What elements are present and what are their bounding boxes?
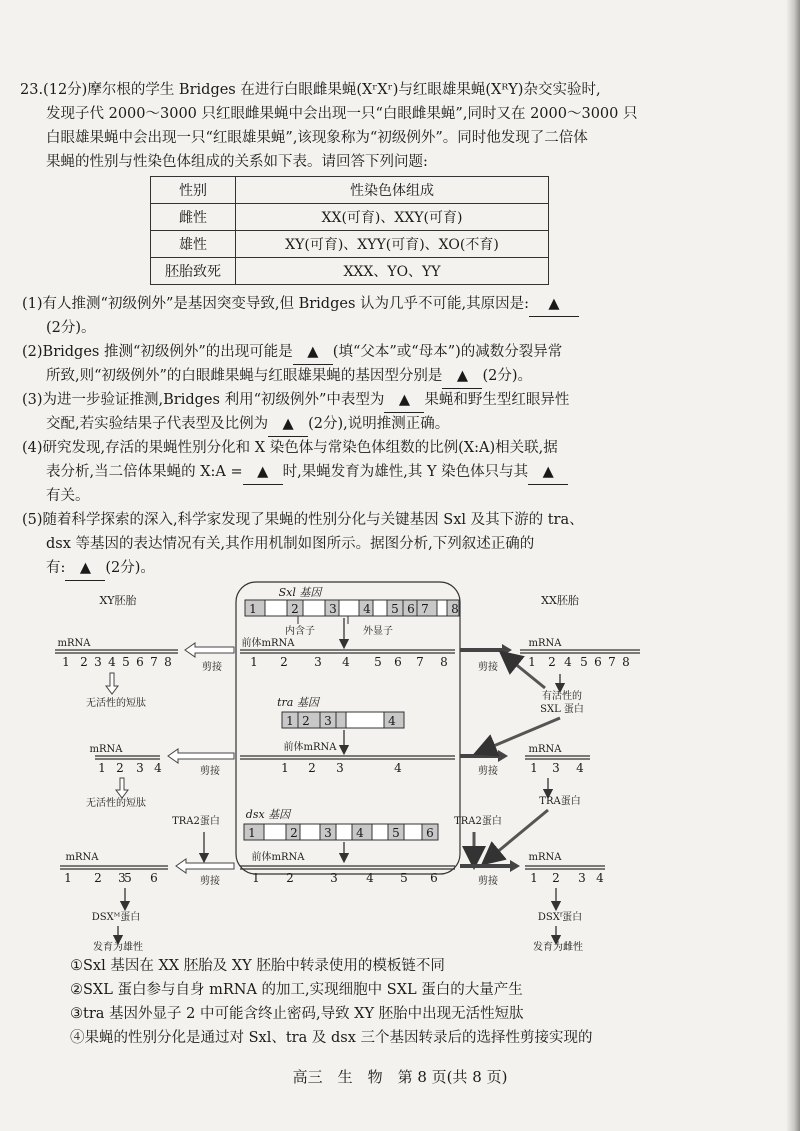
sxl-pre-mrna-number: 2 xyxy=(280,655,288,669)
sxl-pre-mrna-number: 4 xyxy=(342,655,350,669)
sxl-exon-box-label: 1 xyxy=(249,602,257,616)
xy-dsx-splice-arrow xyxy=(176,859,234,873)
xy-sxl-splice-arrow xyxy=(185,643,234,657)
tra-pre-mrna-number: 3 xyxy=(336,761,344,775)
subq-4-end: 有关。 xyxy=(46,488,90,504)
option-4: ④果蝇的性别分化是通过对 Sxl、tra 及 dsx 三个基因转录后的选择性剪接实现的 xyxy=(70,1030,593,1046)
xx-sxl-mrna-number: 5 xyxy=(580,655,588,669)
dsx-pre-mrna-number: 6 xyxy=(430,871,438,885)
xy-tra-mrna-number: 2 xyxy=(116,761,124,775)
question-line-4: 果蝇的性别与性染色体组成的关系如下表。请回答下列问题: xyxy=(46,154,428,170)
subquestion-5-cont: dsx 等基因的表达情况有关,其作用机制如图所示。据图分析,下列叙述正确的 xyxy=(46,536,535,552)
xx-tra-mrna-label: mRNA xyxy=(528,744,562,755)
subq-2-text: (2)Bridges 推测“初级例外”的出现可能是 xyxy=(22,344,293,360)
tra-exon-box xyxy=(346,712,384,728)
dsx-pre-mrna-number: 4 xyxy=(366,871,374,885)
xy-dsx-mrna-number: 1 xyxy=(64,871,72,885)
sxl-exon-box xyxy=(303,600,325,616)
dsx-exon-box-label: 4 xyxy=(356,826,364,840)
xy-sxl-mrna-number: 3 xyxy=(94,655,102,669)
subq-4-text: 时,果蝇发育为雄性,其 Y 染色体只与其 xyxy=(282,464,529,480)
subq-5-text: 有: xyxy=(46,560,66,576)
table-row xyxy=(151,231,549,258)
active-sxl-label-1: 有活性的 xyxy=(542,691,582,702)
develop-female-label: 发育为雌性 xyxy=(533,942,583,953)
xy-tra-mrna-label: mRNA xyxy=(89,744,123,755)
xx-tra-mrna-number: 1 xyxy=(530,761,538,775)
xy-sxl-mrna-number: 2 xyxy=(80,655,88,669)
xx-dsx-splice-label: 剪接 xyxy=(478,876,498,887)
xy-sxl-mrna-number: 5 xyxy=(122,655,130,669)
subquestion-2 xyxy=(22,340,562,365)
sxl-exon-box-label: 2 xyxy=(291,602,299,616)
xy-sxl-mrna-number: 4 xyxy=(108,655,116,669)
sxl-exon-box xyxy=(339,600,359,616)
dsx-exon-box xyxy=(300,824,320,840)
xx-dsx-mrna-number: 1 xyxy=(530,871,538,885)
sxl-pre-mrna-number: 7 xyxy=(416,655,424,669)
answer-blank: ▲ xyxy=(442,364,482,389)
xy-sxl-inactive-peptide: 无活性的短肽 xyxy=(86,698,146,709)
xx-sxl-mrna-number: 7 xyxy=(608,655,616,669)
tra-protein-label: TRA蛋白 xyxy=(539,796,581,807)
xx-dsx-mrna-number: 2 xyxy=(552,871,560,885)
table-cell: XXX、YO、YY xyxy=(236,258,549,285)
sxl-exon-box-label: 6 xyxy=(407,602,415,616)
subq-2-text: 所致,则“初级例外”的白眼雌果蝇与红眼雄果蝇的基因型分别是 xyxy=(46,368,443,384)
subquestion-1 xyxy=(22,292,579,317)
dsx-exon-box xyxy=(336,824,352,840)
page-footer: 高三 生 物 第 8 页(共 8 页) xyxy=(292,1068,508,1086)
dsx-pre-mrna-number: 5 xyxy=(400,871,408,885)
sxl-gene-label: Sxl 基因 xyxy=(278,586,322,599)
subquestion-3 xyxy=(22,388,569,413)
sex-determination-diagram xyxy=(0,578,800,958)
answer-blank: ▲ xyxy=(268,412,308,437)
dsx-gene-label: dsx 基因 xyxy=(245,808,291,821)
subq-5-text: (2分)。 xyxy=(105,560,155,576)
dsx-pre-mrna-number: 1 xyxy=(252,871,260,885)
xy-sxl-splice-label: 剪接 xyxy=(202,662,222,673)
xy-sxl-down-arrow xyxy=(106,673,118,694)
dsx-exon-box xyxy=(264,824,286,840)
tra-pre-mrna-number: 4 xyxy=(394,761,402,775)
subq-3-text: 交配,若实验结果子代表型及比例为 xyxy=(46,416,269,432)
answer-blank: ▲ xyxy=(65,556,105,581)
sxl-pre-mrna-number: 3 xyxy=(314,655,322,669)
table-cell: XX(可育)、XXY(可育) xyxy=(236,204,549,231)
table-header-cell: 性别 xyxy=(151,177,236,204)
subq-2-text: (填“父本”或“母本”)的减数分裂异常 xyxy=(332,344,563,360)
exon-label: 外显子 xyxy=(363,626,393,637)
xy-tra-splice-label: 剪接 xyxy=(200,766,220,777)
subquestion-4: (4)研究发现,存活的果蝇性别分化和 X 染色体与常染色体组数的比例(X:A)相关联,据 xyxy=(22,440,558,456)
sxl-exon-box-label: 3 xyxy=(329,602,337,616)
dsx-exon-box xyxy=(404,824,422,840)
xx-sxl-mrna-number: 6 xyxy=(594,655,602,669)
sxl-feedback-arrow xyxy=(508,658,545,688)
table-header-row xyxy=(151,177,549,204)
intron-label: 内含子 xyxy=(285,626,315,637)
xx-sxl-splice-label: 剪接 xyxy=(478,662,498,673)
tra-exon-box-label: 3 xyxy=(324,714,332,728)
xy-dsx-mrna-number: 5 xyxy=(124,871,132,885)
xx-sxl-mrna-number: 8 xyxy=(622,655,630,669)
xy-dsx-mrna-number: 6 xyxy=(150,871,158,885)
xy-dsx-mrna-number: 3 xyxy=(118,871,126,885)
xx-dsx-mrna-number: 4 xyxy=(596,871,604,885)
subq-1-score: (2分)。 xyxy=(46,320,96,336)
subq-1-text: (1)有人推测“初级例外”是基因突变导致,但 Bridges 认为几乎不可能,其原因是: xyxy=(22,296,529,312)
table-row xyxy=(151,258,549,285)
option-3: ③tra 基因外显子 2 中可能含终止密码,导致 XY 胚胎中出现无活性短肽 xyxy=(70,1006,524,1022)
xx-dsx-mrna-label: mRNA xyxy=(528,852,562,863)
table-header-cell: 性染色体组成 xyxy=(236,177,549,204)
xy-tra2-label: TRA2蛋白 xyxy=(172,816,220,827)
xy-tra-down-arrow xyxy=(116,778,128,798)
dsx-exon-box xyxy=(372,824,388,840)
sxl-pre-mrna-number: 6 xyxy=(394,655,402,669)
xx-tra-splice-label: 剪接 xyxy=(478,766,498,777)
xx-sxl-mrna-label: mRNA xyxy=(528,638,562,649)
tra-exon-box xyxy=(336,712,346,728)
dsx-pre-mrna-number: 3 xyxy=(330,871,338,885)
question-line-1: 23.(12分)摩尔根的学生 Bridges 在进行白眼雌果蝇(XʳXʳ)与红眼雄果蝇(XᴿY)杂交实验时, xyxy=(20,82,601,98)
dsx-exon-box-label: 1 xyxy=(248,826,256,840)
xy-sxl-mrna-number: 7 xyxy=(150,655,158,669)
xy-embryo-label: XY胚胎 xyxy=(99,594,137,607)
active-sxl-label-2: SXL 蛋白 xyxy=(540,704,584,715)
tra-exon-box-label: 1 xyxy=(286,714,294,728)
xy-sxl-mrna-number: 1 xyxy=(62,655,70,669)
subq-4-text: 表分析,当二倍体果蝇的 X:A = xyxy=(46,464,243,480)
answer-blank: ▲ xyxy=(243,460,283,485)
question-line-2: 发现子代 2000～3000 只红眼雌果蝇中会出现一只“白眼雌果蝇”,同时又在 2000～3000 只 xyxy=(46,106,638,122)
subquestion-4-cont xyxy=(46,460,568,485)
subquestion-5: (5)随着科学探索的深入,科学家发现了果蝇的性别分化与关键基因 Sxl 及其下游的 tra、 xyxy=(22,512,584,528)
sxl-exon-box xyxy=(265,600,287,616)
tra-pre-mrna-label: 前体mRNA xyxy=(283,742,337,753)
xx-sxl-mrna-number: 1 xyxy=(528,655,536,669)
sxl-exon-box-label: 8 xyxy=(451,602,459,616)
dsx-exon-box-label: 5 xyxy=(392,826,400,840)
answer-blank: ▲ xyxy=(529,292,579,317)
xy-tra-mrna-number: 4 xyxy=(154,761,162,775)
subq-2-text: (2分)。 xyxy=(482,368,532,384)
dsx-f-protein-label: DSXᶠ蛋白 xyxy=(537,912,583,923)
table-cell: XY(可育)、XYY(可育)、XO(不育) xyxy=(236,231,549,258)
tra-exon-box-label: 2 xyxy=(302,714,310,728)
subq-3-text: (2分),说明推测正确。 xyxy=(308,416,450,432)
xy-tra-inactive-peptide: 无活性的短肽 xyxy=(86,798,146,809)
develop-male-label: 发育为雄性 xyxy=(93,942,143,953)
dsx-m-protein-label: DSXᴹ蛋白 xyxy=(91,912,141,923)
xx-sxl-mrna-number: 2 xyxy=(548,655,556,669)
sxl-exon-box-label: 4 xyxy=(363,602,371,616)
xy-tra-splice-arrow xyxy=(168,749,234,763)
xy-sxl-mrna-number: 8 xyxy=(164,655,172,669)
table-cell: 胚胎致死 xyxy=(151,258,236,285)
xx-tra2-label: TRA2蛋白 xyxy=(454,816,502,827)
page-edge-shadow xyxy=(786,0,800,1131)
xy-sxl-mrna-number: 6 xyxy=(136,655,144,669)
xy-sxl-mrna-label: mRNA xyxy=(57,638,91,649)
question-line-3: 白眼雄果蝇中会出现一只“红眼雄果蝇”,该现象称为“初级例外”。同时他发现了二倍体 xyxy=(46,130,588,146)
table-row xyxy=(151,204,549,231)
table-cell: 雄性 xyxy=(151,231,236,258)
sxl-exon-box-label: 5 xyxy=(391,602,399,616)
subquestion-3-cont xyxy=(46,412,449,437)
tra-pre-mrna-number: 2 xyxy=(308,761,316,775)
tra-pre-mrna-number: 1 xyxy=(281,761,289,775)
sxl-exon-box xyxy=(437,600,447,616)
subq-3-text: 果蝇和野生型红眼异性 xyxy=(424,392,570,408)
answer-blank: ▲ xyxy=(384,388,424,413)
xx-dsx-splice-arrow xyxy=(510,860,520,872)
xy-tra-mrna-number: 3 xyxy=(136,761,144,775)
sxl-pre-mrna-number: 8 xyxy=(440,655,448,669)
option-2: ②SXL 蛋白参与自身 mRNA 的加工,实现细胞中 SXL 蛋白的大量产生 xyxy=(70,982,523,998)
xx-sxl-splice-arrow xyxy=(502,644,512,656)
sxl-exon-box xyxy=(373,600,387,616)
option-1: ①Sxl 基因在 XX 胚胎及 XY 胚胎中转录使用的模板链不同 xyxy=(70,958,445,974)
xx-embryo-label: XX胚胎 xyxy=(541,594,579,607)
sxl-pre-mrna-number: 5 xyxy=(374,655,382,669)
xx-tra-mrna-number: 3 xyxy=(552,761,560,775)
xx-dsx-mrna-number: 3 xyxy=(578,871,586,885)
xx-tra-splice-arrow xyxy=(498,750,508,762)
sxl-pre-mrna-number: 1 xyxy=(250,655,258,669)
xy-dsx-mrna-number: 2 xyxy=(94,871,102,885)
subq-3-text: (3)为进一步验证推测,Bridges 利用“初级例外”中表型为 xyxy=(22,392,385,408)
sex-chromosome-table xyxy=(150,176,549,285)
dsx-exon-box-label: 6 xyxy=(426,826,434,840)
dsx-pre-mrna-number: 2 xyxy=(286,871,294,885)
tra-gene-label: tra 基因 xyxy=(277,696,319,709)
xx-tra-mrna-number: 4 xyxy=(576,761,584,775)
sxl-exon-box-label: 7 xyxy=(421,602,429,616)
dsx-pre-mrna-label: 前体mRNA xyxy=(251,852,305,863)
answer-blank: ▲ xyxy=(528,460,568,485)
answer-blank: ▲ xyxy=(293,340,333,365)
dsx-exon-box-label: 3 xyxy=(324,826,332,840)
dsx-exon-box-label: 2 xyxy=(290,826,298,840)
xy-dsx-splice-label: 剪接 xyxy=(200,876,220,887)
xx-sxl-mrna-number: 4 xyxy=(564,655,572,669)
table-cell: 雌性 xyxy=(151,204,236,231)
tra-exon-box-label: 4 xyxy=(388,714,396,728)
sxl-pre-mrna-label: 前体mRNA xyxy=(241,638,295,649)
xy-tra-mrna-number: 1 xyxy=(98,761,106,775)
subquestion-2-cont xyxy=(46,364,532,389)
xy-dsx-mrna-label: mRNA xyxy=(65,852,99,863)
